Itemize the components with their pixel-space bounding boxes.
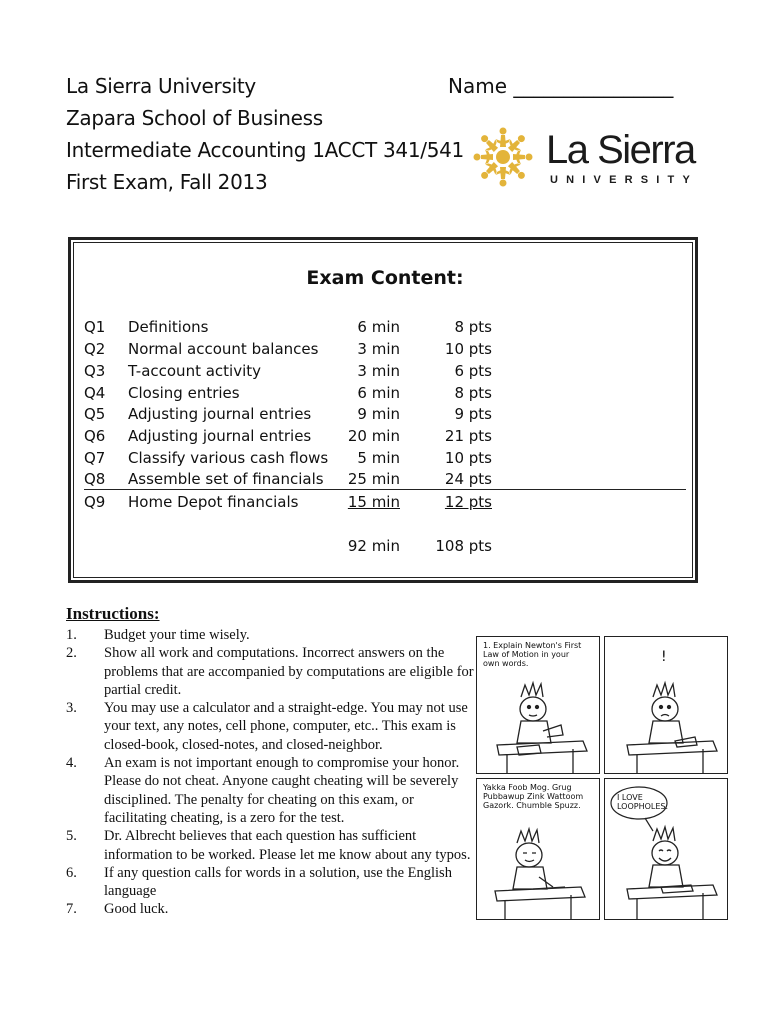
question-topic: Definitions bbox=[128, 318, 209, 336]
instruction-text: Dr. Albrecht believes that each question has sufficient information to be worked. Please let me know about any typos. bbox=[104, 828, 471, 863]
question-number: Q7 bbox=[84, 449, 106, 467]
exam-row bbox=[84, 449, 684, 471]
question-topic: T-account activity bbox=[128, 362, 262, 380]
question-number: Q1 bbox=[84, 318, 106, 336]
question-points: 10 pts bbox=[444, 449, 492, 467]
instruction-item bbox=[66, 864, 476, 901]
question-number: Q5 bbox=[84, 405, 106, 423]
question-topic: Adjusting journal entries bbox=[128, 405, 312, 423]
question-points: 21 pts bbox=[444, 427, 492, 445]
instructions-list bbox=[66, 626, 476, 919]
total-points: 108 pts bbox=[435, 537, 492, 555]
question-minutes: 15 min bbox=[347, 493, 400, 511]
question-number: Q9 bbox=[84, 493, 106, 511]
question-topic: Assemble set of financials bbox=[128, 470, 324, 488]
question-minutes: 3 min bbox=[357, 362, 400, 380]
instruction-number: 1. bbox=[66, 627, 77, 643]
question-minutes: 6 min bbox=[357, 384, 400, 402]
question-points: 8 pts bbox=[454, 318, 492, 336]
instruction-item bbox=[66, 626, 476, 644]
instructions-title: Instructions: bbox=[66, 604, 160, 623]
question-minutes: 25 min bbox=[347, 470, 400, 488]
question-points: 12 pts bbox=[444, 493, 492, 511]
logo-wordmark: La Sierra bbox=[546, 128, 695, 172]
exam-term: First Exam, Fall 2013 bbox=[66, 170, 268, 194]
question-number: Q2 bbox=[84, 340, 106, 358]
exam-row bbox=[84, 362, 684, 384]
instruction-number: 3. bbox=[66, 700, 77, 717]
question-minutes: 6 min bbox=[357, 318, 400, 336]
instruction-text: You may use a calculator and a straight-edge. You may not use your text, any notes, cell phone, computer, etc.. This exam is closed-book, closed-notes, and closed-neighbor. bbox=[104, 700, 468, 753]
comic-strip bbox=[476, 636, 728, 920]
instruction-number: 5. bbox=[66, 828, 77, 845]
instruction-number: 4. bbox=[66, 755, 77, 772]
course-title: Intermediate Accounting 1ACCT 341/541 bbox=[66, 138, 464, 162]
question-number: Q3 bbox=[84, 362, 106, 380]
instruction-item bbox=[66, 827, 476, 864]
total-minutes: 92 min bbox=[347, 537, 400, 555]
instruction-item bbox=[66, 699, 476, 754]
instruction-number: 7. bbox=[66, 901, 77, 918]
instruction-number: 6. bbox=[66, 864, 77, 881]
instruction-number: 2. bbox=[66, 645, 77, 662]
question-minutes: 20 min bbox=[347, 427, 400, 445]
exam-row bbox=[84, 405, 684, 427]
comic-panel bbox=[476, 778, 600, 920]
sun-emblem-icon bbox=[470, 124, 536, 190]
question-topic: Closing entries bbox=[128, 384, 240, 402]
question-topic: Home Depot financials bbox=[128, 493, 299, 511]
boy-smiling-icon bbox=[605, 779, 728, 920]
instruction-text: An exam is not important enough to compromise your honor. Please do not cheat. Anyone caught cheating will be severely disciplined. The penalty for cheating on this exam, or facilitating cheating, is a zero for the test. bbox=[104, 755, 460, 826]
question-number: Q8 bbox=[84, 470, 106, 488]
question-points: 24 pts bbox=[444, 470, 492, 488]
question-minutes: 9 min bbox=[357, 405, 400, 423]
question-topic: Adjusting journal entries bbox=[128, 427, 312, 445]
question-minutes: 3 min bbox=[357, 340, 400, 358]
question-points: 8 pts bbox=[454, 384, 492, 402]
university-logo bbox=[470, 124, 710, 190]
comic-panel bbox=[604, 778, 728, 920]
school-name: Zapara School of Business bbox=[66, 106, 323, 130]
exam-row bbox=[84, 493, 684, 515]
comic-panel bbox=[476, 636, 600, 774]
comic-speech: I LOVE LOOPHOLES. bbox=[617, 793, 669, 811]
instruction-text: Good luck. bbox=[104, 901, 169, 918]
instruction-item bbox=[66, 644, 476, 699]
instruction-item bbox=[66, 754, 476, 827]
exam-row bbox=[84, 318, 684, 340]
instruction-text: If any question calls for words in a solution, use the English language bbox=[104, 864, 452, 900]
comic-panel bbox=[604, 636, 728, 774]
exam-row bbox=[84, 384, 684, 406]
name-field[interactable]: Name ________________ bbox=[448, 74, 674, 98]
exam-content-title: Exam Content: bbox=[306, 267, 464, 289]
boy-writing-icon bbox=[477, 779, 600, 920]
comic-exclamation: ! bbox=[661, 649, 667, 665]
boy-at-desk-icon bbox=[605, 637, 728, 774]
comic-speech: Yakka Foob Mog. Grug Pubbawup Zink Wattoom Gazork. Chumble Spuzz. bbox=[483, 783, 584, 810]
question-topic: Normal account balances bbox=[128, 340, 319, 358]
university-name: La Sierra University bbox=[66, 74, 256, 98]
comic-caption: 1. Explain Newton's First Law of Motion in your own words. bbox=[483, 641, 582, 668]
exam-row bbox=[84, 340, 684, 362]
boy-at-desk-icon bbox=[477, 637, 600, 774]
question-topic: Classify various cash flows bbox=[128, 449, 329, 467]
question-minutes: 5 min bbox=[357, 449, 400, 467]
question-points: 10 pts bbox=[444, 340, 492, 358]
instruction-item bbox=[66, 900, 476, 918]
question-points: 9 pts bbox=[454, 405, 492, 423]
question-number: Q4 bbox=[84, 384, 106, 402]
exam-total-row bbox=[84, 537, 684, 559]
question-points: 6 pts bbox=[454, 362, 492, 380]
instruction-text: Show all work and computations. Incorrect answers on the problems that are accompanied by computations are eligible for partial credit. bbox=[104, 645, 474, 698]
table-divider bbox=[84, 489, 686, 490]
logo-subtext: UNIVERSITY bbox=[550, 174, 699, 186]
question-number: Q6 bbox=[84, 427, 106, 445]
instruction-text: Budget your time wisely. bbox=[104, 627, 250, 643]
exam-row bbox=[84, 427, 684, 449]
